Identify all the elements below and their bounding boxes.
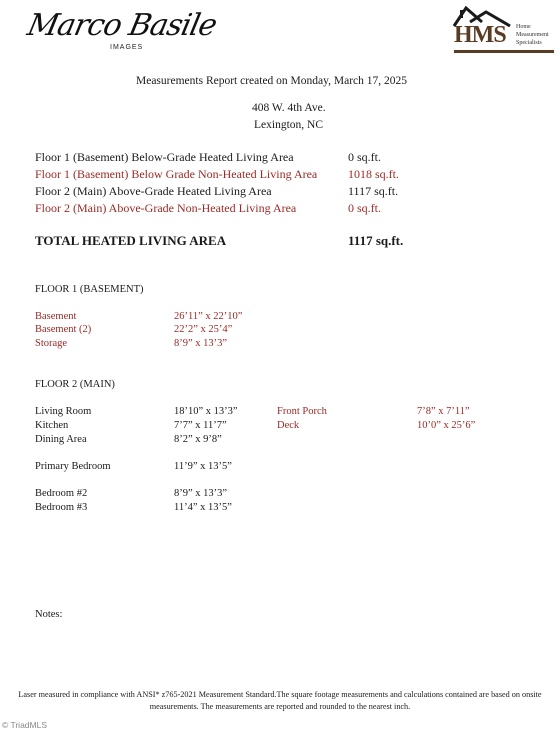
room-name: Living Room: [35, 406, 92, 417]
room-dims: 26’11” x 22’10”: [174, 311, 243, 322]
address-line-2: Lexington, NC: [254, 119, 323, 131]
hms-underline: [454, 50, 554, 53]
total-label: TOTAL HEATED LIVING AREA: [35, 233, 227, 248]
summary-value: 1117 sq.ft.: [348, 184, 399, 198]
summary-value: 1018 sq.ft.: [348, 167, 399, 181]
notes-label: Notes:: [35, 609, 63, 620]
outdoor-name: Front Porch: [277, 406, 327, 417]
outdoor-name: Deck: [277, 420, 300, 431]
outdoor-dims: 7’8” x 7’11”: [417, 406, 470, 417]
address-line-1: 408 W. 4th Ave.: [252, 102, 326, 114]
summary-label: Floor 1 (Basement) Below Grade Non-Heated Living Area: [35, 167, 318, 181]
summary-value: 0 sq.ft.: [348, 201, 381, 215]
outdoor-dims: 10’0” x 25’6”: [417, 420, 476, 431]
room-dims: 18’10” x 13’3”: [174, 406, 238, 417]
logo-subtext: IMAGES: [110, 44, 144, 51]
room-name: Kitchen: [35, 420, 69, 431]
summary-label: Floor 2 (Main) Above-Grade Heated Living Area: [35, 184, 272, 198]
footer-disclaimer: Laser measured in compliance with ANSI* z765-2021 Measurement Standard.The square footage measurements and calculations contained are based on onsite measurements. The measurements are reported and rounded to the nearest inch.: [18, 690, 542, 711]
room-name: Primary Bedroom: [35, 461, 111, 472]
summary-label: Floor 2 (Main) Above-Grade Non-Heated Living Area: [35, 201, 297, 215]
room-name: Dining Area: [35, 434, 87, 445]
room-dims: 11’4” x 13’5”: [174, 502, 232, 513]
room-dims: 11’9” x 13’5”: [174, 461, 232, 472]
room-dims: 22’2” x 25’4”: [174, 324, 233, 335]
floor1-heading: FLOOR 1 (BASEMENT): [35, 284, 144, 295]
room-name: Storage: [35, 338, 68, 349]
report-title: Measurements Report created on Monday, March 17, 2025: [136, 75, 408, 87]
room-dims: 8’9” x 13’3”: [174, 338, 228, 349]
watermark: © TriadMLS: [2, 720, 47, 730]
room-name: Bedroom #3: [35, 502, 88, 513]
room-name: Basement: [35, 311, 77, 322]
hms-wordmark: HMS: [454, 22, 506, 48]
room-dims: 8’9” x 13’3”: [174, 488, 228, 499]
total-value: 1117 sq.ft.: [348, 233, 404, 248]
summary-value: 0 sq.ft.: [348, 150, 381, 164]
marco-basile-logo: [24, 4, 220, 66]
room-dims: 7’7” x 11’7”: [174, 420, 227, 431]
room-dims: 8’2” x 9’8”: [174, 434, 222, 445]
room-name: Basement (2): [35, 324, 92, 335]
floor2-heading: FLOOR 2 (MAIN): [35, 379, 115, 390]
logo-signature: Marco Basile: [24, 8, 220, 43]
room-name: Bedroom #2: [35, 488, 88, 499]
hms-sub-specialists: Specialists: [516, 40, 542, 46]
hms-logo: [452, 4, 560, 56]
summary-label: Floor 1 (Basement) Below-Grade Heated Living Area: [35, 150, 294, 164]
hms-sub-measurement: Measurement: [516, 32, 549, 38]
hms-sub-home: Home: [516, 24, 531, 30]
